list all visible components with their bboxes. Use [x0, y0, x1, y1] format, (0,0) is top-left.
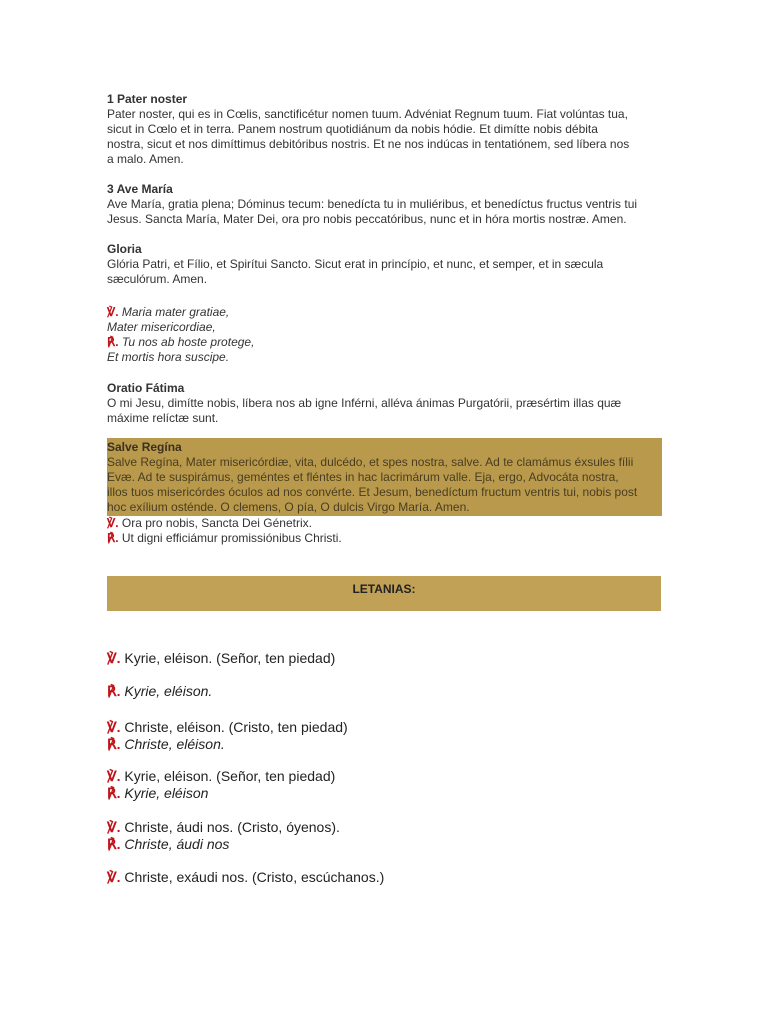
text-line: Tu nos ab hoste protege,: [121, 335, 255, 349]
prayer-text: [107, 92, 662, 546]
salve-regina-highlight: [107, 438, 662, 516]
section-title: Salve Regína: [107, 440, 182, 454]
text-line: máxime relíctæ sunt.: [107, 411, 219, 425]
ave-maria-section: [107, 182, 662, 227]
litany-item: [107, 768, 667, 802]
oratio-fatima-section: [107, 381, 662, 426]
gloria-section: [107, 242, 662, 287]
litany-response: Christe, áudi nos: [124, 836, 230, 852]
text-line: nostra, sicut et nos dimíttimus debitóribus nostris. Et ne nos indúcas in tentatiónem, sed líbera nos: [107, 137, 630, 151]
text-line: sæculórum. Amen.: [107, 272, 208, 286]
litany-versicle: Kyrie, eléison. (Señor, ten piedad): [124, 768, 336, 784]
section-title: 3 Ave María: [107, 182, 173, 196]
text-line: Mater misericordiae,: [107, 320, 216, 334]
letanias-banner: [107, 576, 661, 611]
text-line: hoc exílium osténde. O clemens, O pía, O dulcis Virgo María. Amen.: [107, 500, 470, 514]
response-icon: ℟.: [107, 335, 119, 349]
versicle-icon: ℣.: [107, 719, 121, 735]
text-line: Glória Patri, et Fílio, et Spirítui Sancto. Sicut erat in princípio, et nunc, et semper, et in sæcula: [107, 257, 604, 271]
maria-mater-section: [107, 305, 662, 365]
litany-response: Kyrie, eléison.: [124, 683, 213, 699]
pater-noster-section: [107, 92, 662, 167]
text-line: Ut digni efficiámur promissiónibus Christi.: [121, 531, 342, 545]
text-line: O mi Jesu, dimítte nobis, líbera nos ab igne Inférni, alléva ánimas Purgatórii, præsértim illas quæ: [107, 396, 622, 410]
litany-item: [107, 819, 667, 853]
versicle-icon: ℣.: [107, 819, 121, 835]
litany-item: [107, 650, 667, 667]
salve-responses: [107, 516, 662, 546]
text-line: sicut in Cœlo et in terra. Panem nostrum quotidiánum da nobis hódie. Et dimítte nobis débita: [107, 122, 598, 136]
response-icon: ℟.: [107, 683, 121, 699]
litany-item: [107, 719, 667, 753]
litany-versicle: Christe, áudi nos. (Cristo, óyenos).: [124, 819, 340, 835]
versicle-icon: ℣.: [107, 768, 121, 784]
litany-response: Christe, eléison.: [124, 736, 225, 752]
section-title: 1 Pater noster: [107, 92, 188, 106]
versicle-icon: ℣.: [107, 305, 119, 319]
text-line: Evæ. Ad te suspirámus, geméntes et fléntes in hac lacrimárum valle. Eja, ergo, Advocáta nostra,: [107, 470, 619, 484]
litany-item: [107, 683, 667, 700]
versicle-icon: ℣.: [107, 650, 121, 666]
litany-versicle: Christe, eléison. (Cristo, ten piedad): [124, 719, 348, 735]
response-icon: ℟.: [107, 785, 121, 801]
banner-heading: LETANIAS:: [352, 582, 416, 596]
text-line: Jesus. Sancta María, Mater Dei, ora pro nobis peccatóribus, nunc et in hóra mortis nostræ. Amen.: [107, 212, 627, 226]
text-line: Pater noster, qui es in Cœlis, sanctificétur nomen tuum. Advéniat Regnum tuum. Fiat volúntas tua,: [107, 107, 628, 121]
versicle-icon: ℣.: [107, 869, 121, 885]
versicle-icon: ℣.: [107, 516, 119, 530]
text-line: Salve Regína, Mater misericórdiæ, vita, dulcédo, et spes nostra, salve. Ad te clamámus éxsules fílii: [107, 455, 634, 469]
text-line: illos tuos misericórdes óculos ad nos convérte. Et Jesum, benedíctum fructum ventris tui, nobis post: [107, 485, 638, 499]
section-title: Oratio Fátima: [107, 381, 185, 395]
text-line: Ora pro nobis, Sancta Dei Génetrix.: [121, 516, 312, 530]
text-line: a malo. Amen.: [107, 152, 184, 166]
litany-response: Kyrie, eléison: [124, 785, 209, 801]
text-line: Et mortis hora suscipe.: [107, 350, 230, 364]
response-icon: ℟.: [107, 531, 119, 545]
section-title: Gloria: [107, 242, 142, 256]
text-line: Maria mater gratiae,: [121, 305, 230, 319]
litany-versicle: Kyrie, eléison. (Señor, ten piedad): [124, 650, 336, 666]
response-icon: ℟.: [107, 736, 121, 752]
litany-versicle: Christe, exáudi nos. (Cristo, escúchanos.): [124, 869, 385, 885]
litany-item: [107, 869, 667, 886]
response-icon: ℟.: [107, 836, 121, 852]
text-line: Ave María, gratia plena; Dóminus tecum: benedícta tu in muliéribus, et benedíctus fructus ventris tui: [107, 197, 638, 211]
